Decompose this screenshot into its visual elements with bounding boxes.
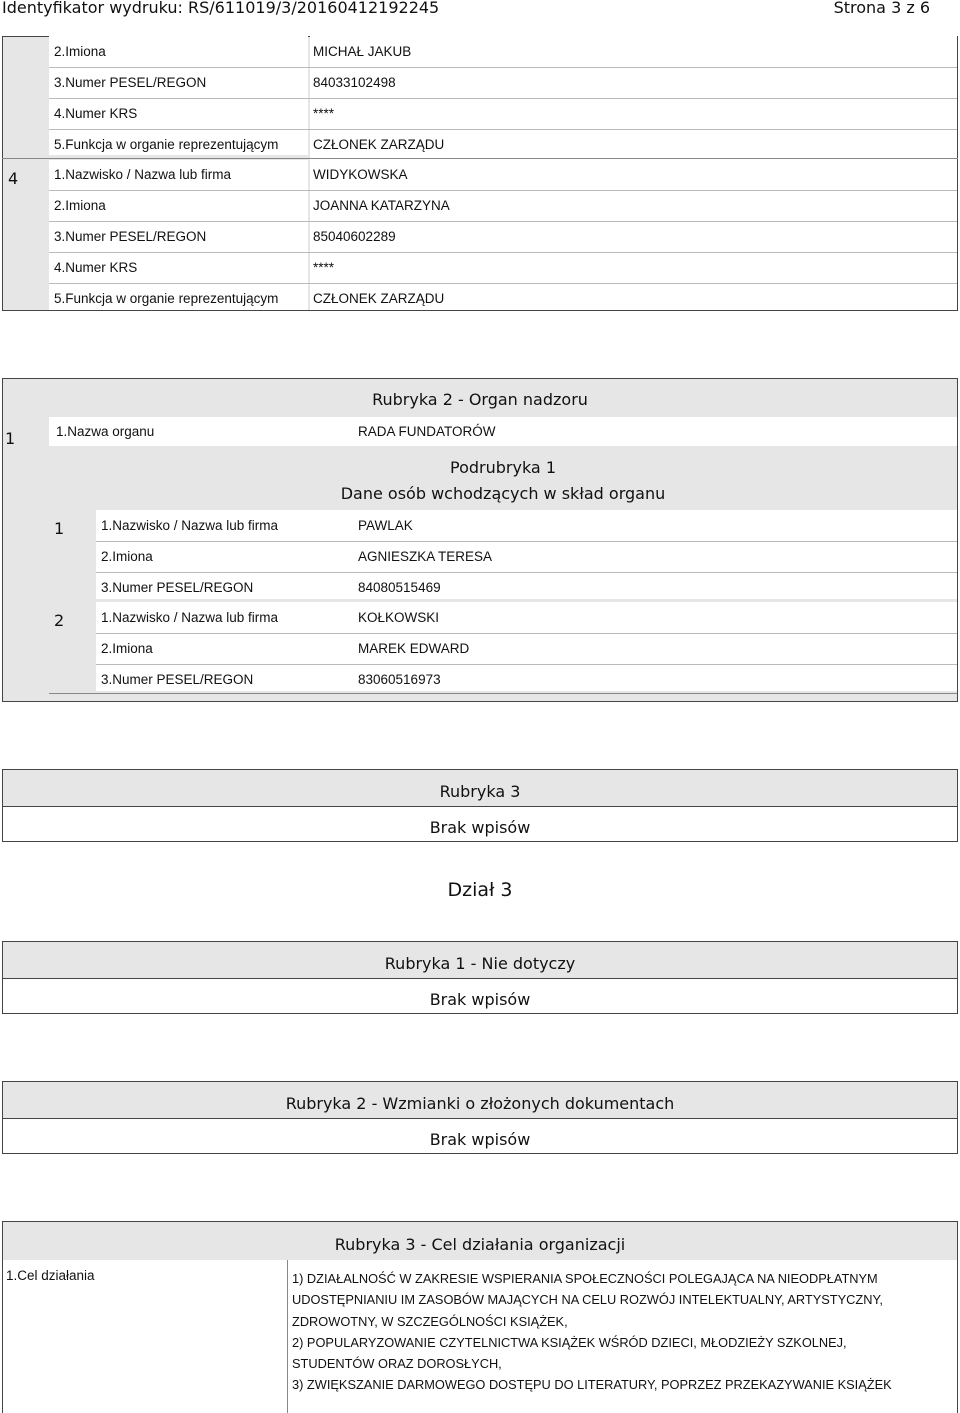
field-value: KOŁKOWSKI — [358, 610, 440, 625]
dzial-title: Dział 3 — [447, 879, 513, 901]
section-content: Brak wpisów — [429, 818, 531, 837]
print-identifier: Identyfikator wydruku: RS/611019/3/20160412192245 — [2, 0, 440, 17]
field-value: WIDYKOWSKA — [313, 167, 408, 182]
text-line: 3) ZWIĘKSZANIE DARMOWEGO DOSTĘPU DO LITERATURY, POPRZEZ PRZEKAZYWANIE KSIĄŻEK — [292, 1377, 892, 1393]
field-label: 1.Nazwisko / Nazwa lub firma — [54, 167, 232, 182]
field-value: AGNIESZKA TERESA — [358, 549, 493, 564]
field-label: 3.Numer PESEL/REGON — [54, 229, 207, 244]
field-value: RADA FUNDATORÓW — [358, 424, 496, 439]
field-value: CZŁONEK ZARZĄDU — [313, 137, 445, 152]
text-line: ZDROWOTNY, W SZCZEGÓLNOŚCI KSIĄŻEK, — [292, 1313, 568, 1329]
subsection-title: Podrubryka 1 — [450, 458, 556, 477]
section-content: Brak wpisów — [429, 1130, 531, 1149]
page-number: Strona 3 z 6 — [833, 0, 930, 17]
field-value: 85040602289 — [313, 229, 396, 244]
cel-dzialania-text — [292, 1268, 892, 1396]
field-label: 4.Numer KRS — [54, 260, 138, 275]
person-number: 4 — [8, 169, 19, 188]
subsection-subtitle: Dane osób wchodzących w skład organu — [340, 484, 666, 503]
field-label: 1.Nazwisko / Nazwa lub firma — [101, 518, 279, 533]
text-line: UDOSTĘPNIANIU IM ZASOBÓW MAJĄCYCH NA CELU ROZWÓJ INTELEKTUALNY, ARTYSTYCZNY, — [292, 1292, 883, 1308]
field-value: CZŁONEK ZARZĄDU — [313, 291, 445, 306]
field-label: 5.Funkcja w organie reprezentującym — [54, 137, 279, 152]
field-value: 83060516973 — [358, 672, 441, 687]
field-value: 84033102498 — [313, 75, 396, 90]
text-line: STUDENTÓW ORAZ DOROSŁYCH, — [292, 1356, 502, 1372]
field-label: 2.Imiona — [54, 198, 106, 213]
field-label: 2.Imiona — [54, 44, 106, 59]
organ-number: 1 — [5, 429, 16, 448]
field-label: 1.Cel działania — [6, 1268, 95, 1283]
field-value: PAWLAK — [358, 518, 413, 533]
field-label: 3.Numer PESEL/REGON — [101, 580, 254, 595]
field-label: 3.Numer PESEL/REGON — [101, 672, 254, 687]
text-line: 2) POPULARYZOWANIE CZYTELNICTWA KSIĄŻEK WŚRÓD DZIECI, MŁODZIEŻY SZKOLNEJ, — [292, 1334, 847, 1350]
section-title: Rubryka 2 - Organ nadzoru — [372, 390, 588, 409]
member-number: 2 — [54, 611, 65, 630]
field-value: JOANNA KATARZYNA — [313, 198, 450, 213]
field-label: 4.Numer KRS — [54, 106, 138, 121]
text-line: 1) DZIAŁALNOŚĆ W ZAKRESIE WSPIERANIA SPOŁECZNOŚCI POLEGAJĄCA NA NIEODPŁATNYM — [292, 1271, 878, 1286]
field-label: 1.Nazwa organu — [56, 424, 155, 439]
field-value: MAREK EDWARD — [358, 641, 470, 656]
section-title: Rubryka 1 - Nie dotyczy — [384, 954, 576, 973]
field-value: 84080515469 — [358, 580, 441, 595]
section-content: Brak wpisów — [429, 990, 531, 1009]
field-value: **** — [313, 106, 335, 121]
field-label: 5.Funkcja w organie reprezentującym — [54, 291, 279, 306]
field-label: 1.Nazwisko / Nazwa lub firma — [101, 610, 279, 625]
field-value: MICHAŁ JAKUB — [313, 44, 412, 59]
field-label: 2.Imiona — [101, 641, 153, 656]
field-value: **** — [313, 260, 335, 275]
member-number: 1 — [54, 519, 65, 538]
section-title: Rubryka 2 - Wzmianki o złożonych dokumentach — [285, 1094, 675, 1113]
field-label: 2.Imiona — [101, 549, 153, 564]
section-title: Rubryka 3 - Cel działania organizacji — [334, 1235, 626, 1254]
section-title: Rubryka 3 — [439, 782, 521, 801]
field-label: 3.Numer PESEL/REGON — [54, 75, 207, 90]
